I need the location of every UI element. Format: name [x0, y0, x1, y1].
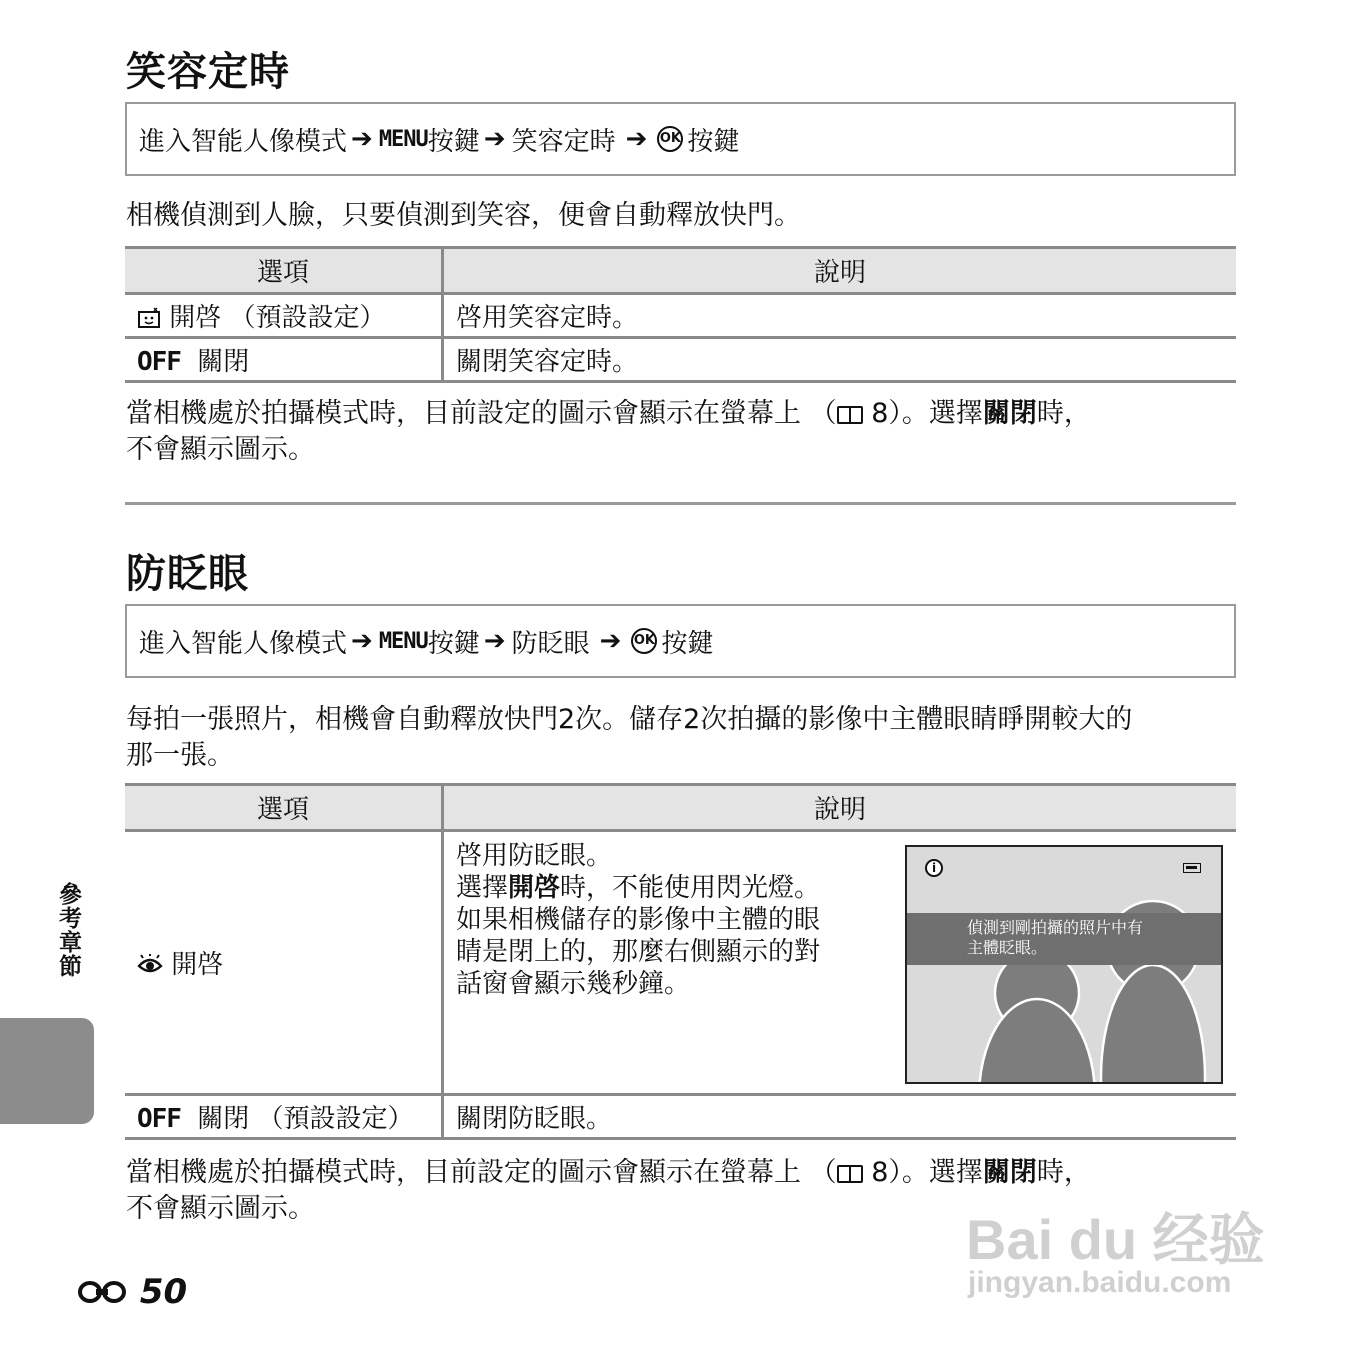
chapter-tab — [0, 1018, 94, 1124]
table-header-option: 選項 — [125, 785, 443, 831]
off-icon: OFF — [137, 1104, 181, 1134]
note-text: 當相機處於拍攝模式時，目前設定的圖示會顯示在螢幕上 （ 8）。選擇關閉時， 不會顯示圖示。 — [126, 398, 1091, 465]
section-title-blink-proof: 防眨眼 — [126, 551, 249, 597]
arrow-right-icon: ➔ — [351, 626, 373, 656]
menu-path-box — [125, 604, 1236, 678]
blink-warning-message: 偵測到剛拍攝的照片中有 主體眨眼。 — [907, 913, 1223, 965]
ok-button-icon: OK — [631, 628, 657, 654]
book-reference-icon — [837, 1165, 863, 1183]
section-divider — [125, 502, 1236, 505]
option-label: 開啓 （預設設定） — [169, 303, 386, 333]
arrow-right-icon: ➔ — [483, 124, 506, 154]
option-label: 關閉 — [197, 347, 250, 377]
options-table — [125, 246, 1236, 383]
camera-screen-illustration — [905, 845, 1223, 1084]
nav-item: 笑容定時 — [511, 126, 616, 157]
option-label: 關閉 （預設設定） — [197, 1104, 414, 1134]
off-icon: OFF — [137, 347, 181, 377]
info-icon: i — [925, 859, 943, 877]
nav-text: 按鍵 — [687, 126, 740, 157]
table-header-option: 選項 — [125, 248, 443, 294]
arrow-right-icon: ➔ — [351, 124, 373, 154]
nav-text: 按鍵 — [427, 126, 480, 157]
arrow-right-icon: ➔ — [599, 626, 622, 656]
intro-text: 每拍一張照片，相機會自動釋放快門2次。儲存2次拍攝的影像中主體眼睛睜開較大的 那一張。 — [126, 704, 1133, 771]
smile-timer-icon — [137, 303, 169, 333]
book-reference-icon — [837, 406, 863, 424]
section-title-smile-timer: 笑容定時 — [126, 49, 290, 95]
menu-button-label: MENU — [378, 126, 428, 152]
chapter-side-label: 參考章節 — [55, 882, 81, 978]
menu-path-box — [125, 102, 1236, 176]
page-reference: 8 — [871, 1157, 889, 1188]
table-header-description: 說明 — [443, 785, 1237, 831]
table-row — [125, 1095, 1236, 1139]
reference-section-icon — [78, 1272, 140, 1312]
nav-text: 按鍵 — [427, 628, 480, 659]
page-reference: 8 — [871, 398, 889, 429]
option-description: 關閉笑容定時。 — [443, 338, 1237, 382]
option-label: 開啓 — [171, 950, 224, 980]
nav-text: 進入智能人像模式 — [139, 126, 348, 157]
nav-text: 進入智能人像模式 — [139, 628, 348, 659]
battery-icon — [1183, 863, 1201, 873]
page-number: 50 — [78, 1272, 187, 1312]
table-header-description: 說明 — [443, 248, 1237, 294]
arrow-right-icon: ➔ — [625, 124, 648, 154]
blink-proof-icon — [137, 950, 171, 980]
menu-button-label: MENU — [378, 628, 428, 654]
option-description: 啓用笑容定時。 — [443, 294, 1237, 338]
watermark-url: jingyan.baidu.com — [968, 1266, 1232, 1299]
nav-item: 防眨眼 — [511, 628, 590, 659]
intro-text: 相機偵測到人臉，只要偵測到笑容，便會自動釋放快門。 — [126, 200, 801, 231]
ok-button-icon: OK — [657, 126, 683, 152]
note-text: 當相機處於拍攝模式時，目前設定的圖示會顯示在螢幕上 （ 8）。選擇關閉時， 不會顯示圖示。 — [126, 1157, 1091, 1224]
subjects-silhouette — [907, 847, 1223, 1084]
table-row — [125, 294, 1236, 338]
watermark-brand: Bai du 经验 — [966, 1208, 1265, 1271]
table-row — [125, 338, 1236, 382]
nav-text: 按鍵 — [661, 628, 714, 659]
option-description: 關閉防眨眼。 — [443, 1095, 1237, 1139]
option-description: 啓用防眨眼。 選擇開啓時，不能使用閃光燈。 如果相機儲存的影像中主體的眼 睛是閉上的，那麼右側顯示的對 話窗會顯示幾秒鐘。 — [443, 831, 1237, 1095]
arrow-right-icon: ➔ — [483, 626, 506, 656]
